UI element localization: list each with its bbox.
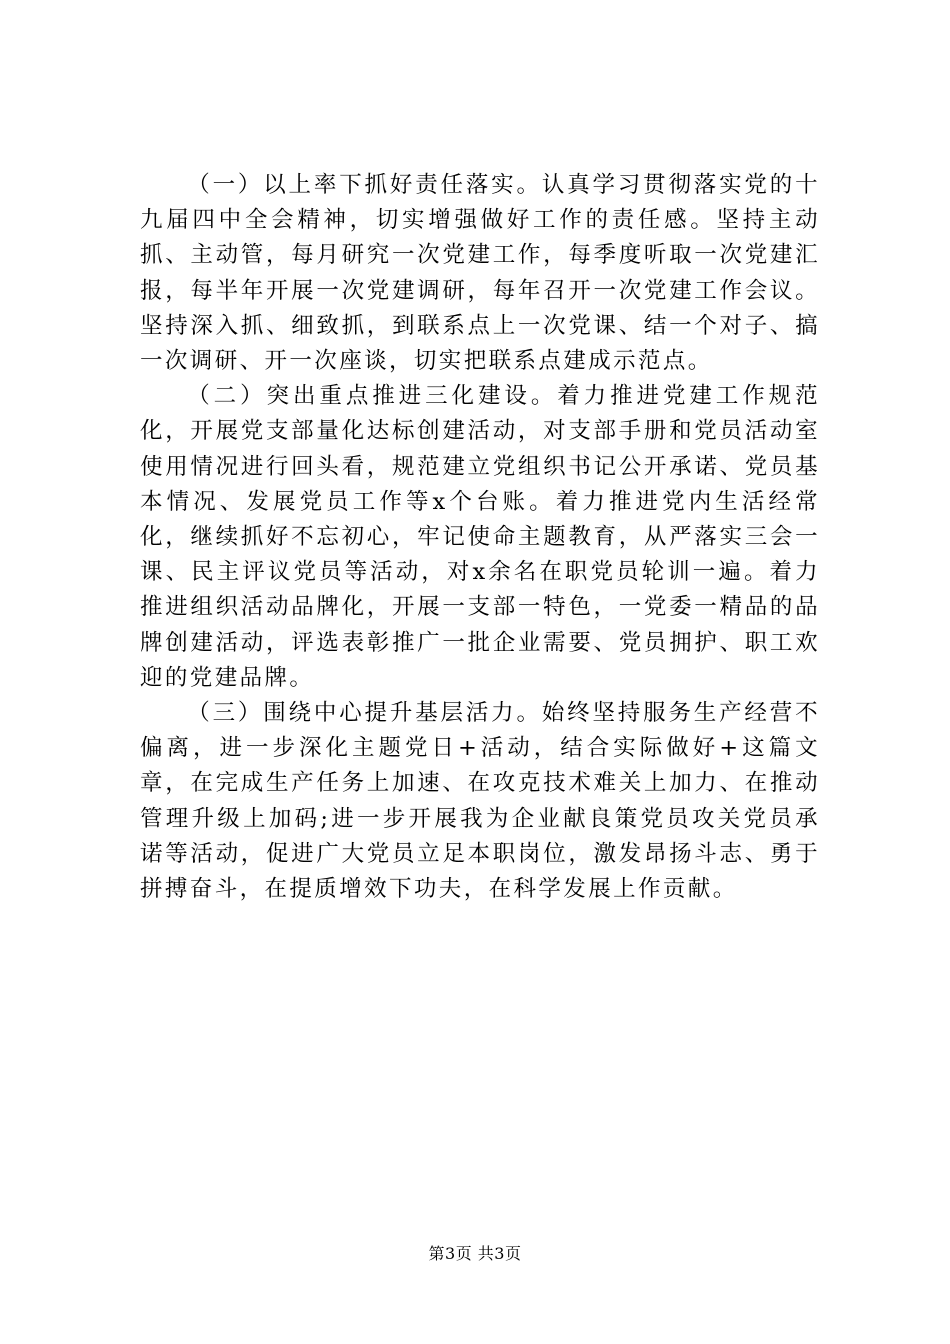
page-footer: 第3页 共3页 <box>428 1244 522 1263</box>
paragraph-3: （三）围绕中心提升基层活力。始终坚持服务生产经营不偏离，进一步深化主题党日+活动，结合实际做好+这篇文章，在完成生产任务上加速、在攻克技术难关上加力、在推动管理升级上加码;进一步开展我为企业献良策党员攻关党员承诺等活动，促进广大党员立足本职岗位，激发昂扬斗志、勇于拼搏奋斗，在提质增效下功夫，在科学发展上作贡献。 <box>140 700 820 903</box>
paragraph-2: （二）突出重点推进三化建设。着力推进党建工作规范化，开展党支部量化达标创建活动，对支部手册和党员活动室使用情况进行回头看，规范建立党组织书记公开承诺、党员基本情况、发展党员工作等x个台账。着力推进党内生活经常化，继续抓好不忘初心，牢记使命主题教育，从严落实三会一课、民主评议党员等活动，对x余名在职党员轮训一遍。着力推进组织活动品牌化，开展一支部一特色，一党委一精品的品牌创建活动，评选表彰推广一批企业需要、党员拥护、职工欢迎的党建品牌。 <box>140 383 820 691</box>
paragraph-1: （一）以上率下抓好责任落实。认真学习贯彻落实党的十九届四中全会精神，切实增强做好工作的责任感。坚持主动抓、主动管，每月研究一次党建工作，每季度听取一次党建汇报，每半年开展一次党建调研，每年召开一次党建工作会议。坚持深入抓、细致抓，到联系点上一次党课、结一个对子、搞一次调研、开一次座谈，切实把联系点建成示范点。 <box>140 172 820 375</box>
document-body <box>140 168 820 907</box>
